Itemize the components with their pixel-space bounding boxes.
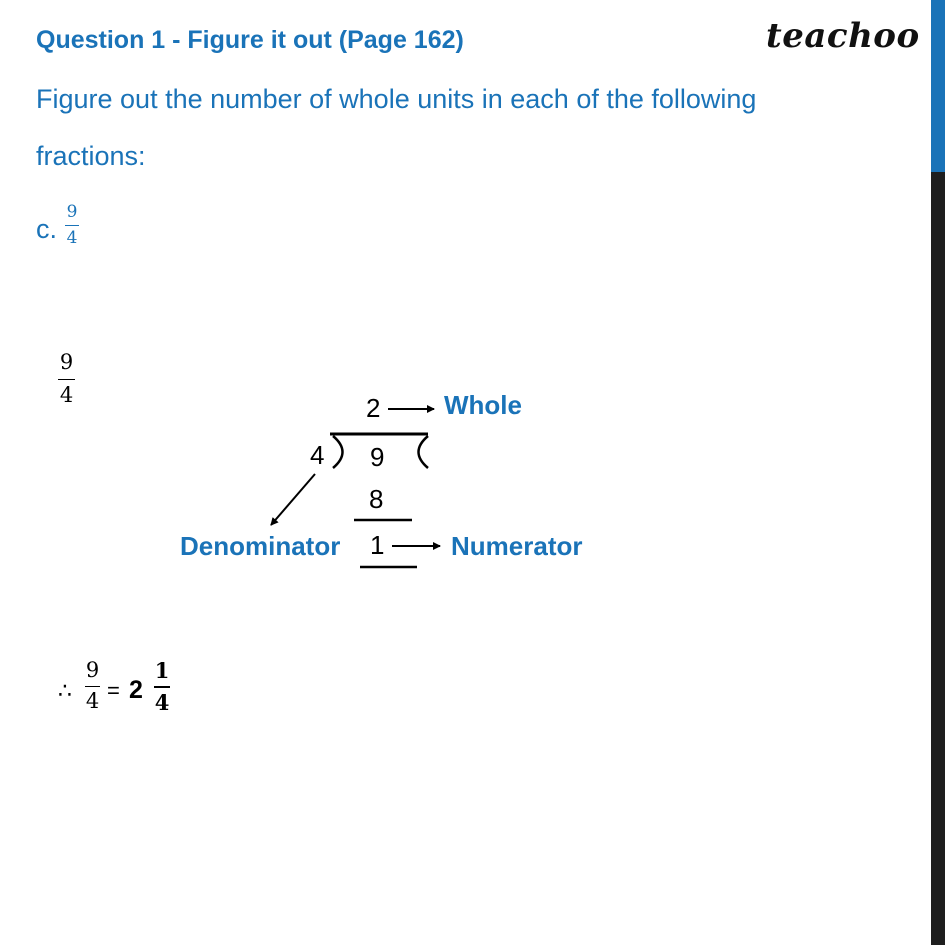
divisor-bracket [333,436,343,468]
therefore-symbol: ∴ [58,679,72,704]
part-fraction-numerator: 9 [66,202,78,222]
result-improper-fraction [85,660,100,712]
fraction-bar [154,686,170,688]
teachoo-logo[interactable]: teachoo [766,16,920,56]
question-text-line-2: fractions: [36,141,146,171]
mixed-fraction-part [154,660,170,713]
mixed-fraction-denominator: 4 [154,690,170,715]
denominator-arrow [271,474,315,525]
scrollbar-thumb[interactable] [931,0,945,172]
denominator-label: Denominator [180,531,341,561]
mixed-fraction-numerator: 1 [154,658,170,683]
product-value: 8 [369,484,384,514]
given-fraction-denominator: 4 [59,383,74,407]
question-title: Question 1 - Figure it out (Page 162) [36,26,464,54]
question-text-line-1: Figure out the number of whole units in each of the following [36,84,757,114]
result-fraction-denominator: 4 [85,689,100,713]
remainder-value: 1 [370,530,385,560]
fraction-bar [85,686,100,687]
numerator-label: Numerator [451,531,583,561]
equals-sign: = [107,678,120,703]
given-fraction-numerator: 9 [59,350,74,374]
closing-bracket [419,436,429,468]
result-fraction-numerator: 9 [85,658,100,682]
mixed-whole-number: 2 [129,676,143,704]
part-label: c. [36,214,58,244]
quotient-value: 2 [366,393,381,423]
dividend-value: 9 [370,442,385,472]
whole-label: Whole [444,390,522,420]
part-fraction-denominator: 4 [66,228,78,248]
divisor-value: 4 [310,440,325,470]
